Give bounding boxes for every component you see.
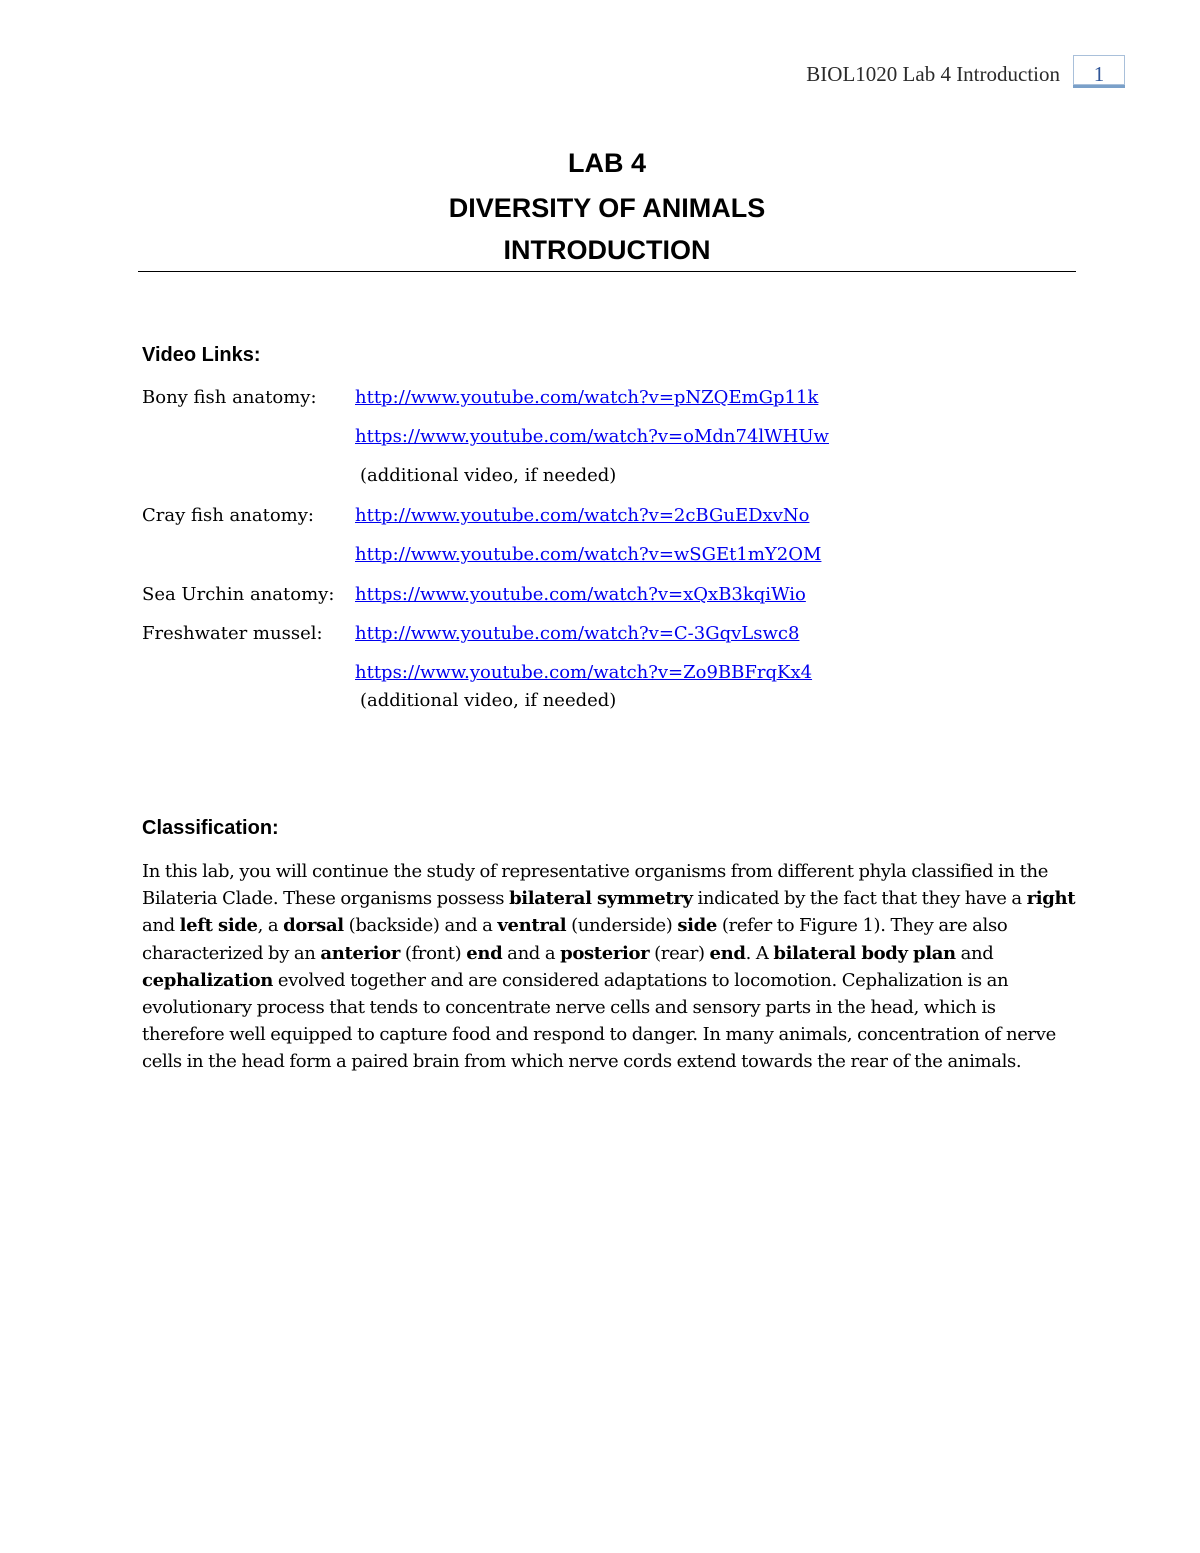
- text-run: (front): [399, 942, 467, 964]
- text-run: , a: [257, 915, 284, 937]
- cray-fish-label: Cray fish anatomy:: [142, 505, 314, 526]
- text-run: and a: [502, 942, 561, 964]
- cray-fish-video-link-1[interactable]: http://www.youtube.com/watch?v=2cBGuEDxvNo: [355, 505, 810, 526]
- term-bilateral-symmetry: bilateral symmetry: [509, 888, 693, 910]
- freshwater-mussel-label: Freshwater mussel:: [142, 623, 323, 644]
- running-header-title: BIOL1020 Lab 4 Introduction: [806, 62, 1060, 86]
- title-divider: [138, 271, 1076, 272]
- text-run: (underside): [566, 915, 678, 937]
- text-run: and: [955, 942, 994, 964]
- term-cephalization: cephalization: [142, 969, 274, 991]
- cray-fish-video-link-2[interactable]: http://www.youtube.com/watch?v=wSGEt1mY2OM: [355, 544, 822, 565]
- lab-number-title: LAB 4: [567, 148, 646, 178]
- text-run: evolved together and are considered adaptations to locomotion. Cephalization is an evolutionary process that tends to concentrate nerve cells and sensory parts in the head, which is therefore well equipped to capture food and respond to danger. In many animals, concentration of nerve cells in the head form a paired brain from which nerve cords extend towards the rear of the animals.: [142, 969, 1056, 1073]
- bony-fish-label: Bony fish anatomy:: [142, 387, 317, 408]
- text-run: indicated by the fact that they have a: [692, 888, 1027, 910]
- term-anterior: anterior: [320, 942, 400, 964]
- text-run: (rear): [649, 942, 710, 964]
- term-right: right: [1026, 888, 1076, 910]
- term-left-side: left side: [179, 915, 258, 937]
- term-bilateral-body-plan: bilateral body plan: [773, 942, 956, 964]
- term-end: end: [709, 942, 746, 964]
- term-side: side: [677, 915, 717, 937]
- classification-heading: Classification:: [142, 817, 279, 839]
- page-number: 1: [1093, 62, 1105, 86]
- term-end: end: [466, 942, 503, 964]
- video-links-heading: Video Links:: [142, 344, 261, 366]
- freshwater-mussel-video-link-2[interactable]: https://www.youtube.com/watch?v=Zo9BBFrqKx4: [355, 662, 813, 683]
- text-run: . A: [745, 942, 774, 964]
- bony-fish-video-link-2[interactable]: https://www.youtube.com/watch?v=oMdn74lWHUw: [355, 426, 829, 447]
- lab-topic-title: DIVERSITY OF ANIMALS: [448, 193, 766, 223]
- bony-fish-video-link-1[interactable]: http://www.youtube.com/watch?v=pNZQEmGp11k: [355, 387, 819, 408]
- text-run: In this lab, you will continue the study of representative organisms from different phyla classified in the Bilateria Clade. These organisms possess: [142, 861, 1049, 910]
- lab-section-title: INTRODUCTION: [503, 235, 711, 265]
- classification-paragraph: [142, 858, 1077, 1076]
- term-ventral: ventral: [497, 915, 567, 937]
- sea-urchin-video-link[interactable]: https://www.youtube.com/watch?v=xQxB3kqiWio: [355, 584, 806, 605]
- freshwater-mussel-video-link-1[interactable]: http://www.youtube.com/watch?v=C-3GqvLswc8: [355, 623, 800, 644]
- term-dorsal: dorsal: [283, 915, 344, 937]
- text-run: and: [142, 915, 180, 937]
- text-run: (backside) and a: [343, 915, 498, 937]
- sea-urchin-label: Sea Urchin anatomy:: [142, 584, 335, 605]
- freshwater-mussel-additional-note: (additional video, if needed): [360, 690, 617, 711]
- text-run: (refer to Figure 1). They are also characterized by an: [142, 915, 1008, 964]
- term-posterior: posterior: [560, 942, 650, 964]
- bony-fish-additional-note: (additional video, if needed): [360, 465, 617, 486]
